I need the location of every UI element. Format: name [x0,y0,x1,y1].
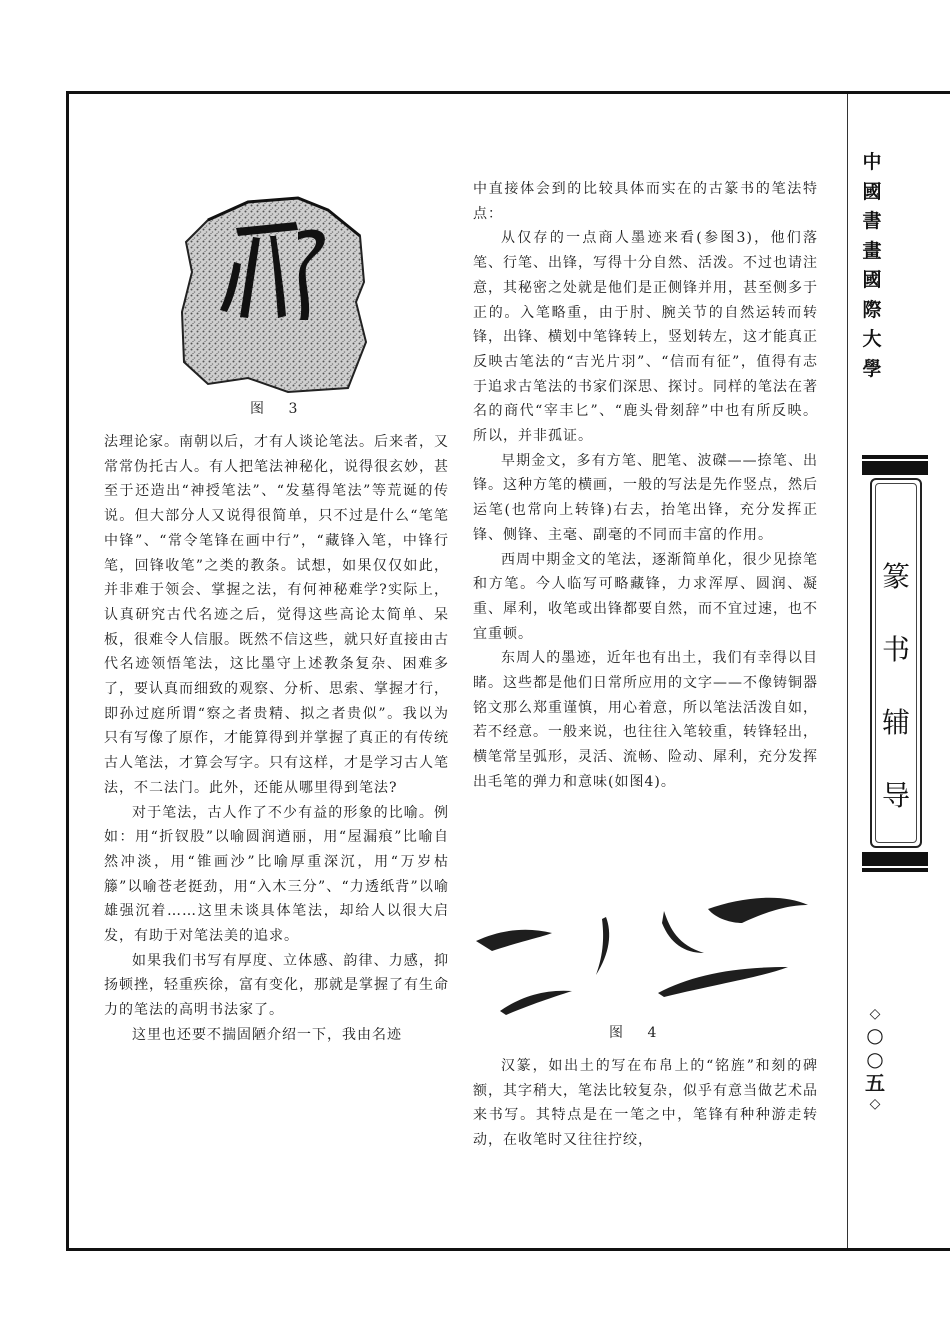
section-title-char: 书 [881,633,910,666]
page-number-digit: ○ [866,1047,884,1071]
section-tab-top-bar [862,455,928,475]
left-text-column [104,430,449,1048]
section-title-char: 篆 [881,560,910,593]
series-title-char: 大 [862,328,882,350]
paragraph: 东周人的墨迹，近年也有出土，我们有幸得以目睹。这些都是他们日常所应用的文字——不像铸铜器铭文那么郑重谨慎，用心着意，所以笔法活泼自如，若不经意。一般来说，也往往入笔较重，转锋轻出，横笔常呈弧形，灵活、流畅、险动、犀利，充分发挥出毛笔的弹力和意味(如图4)。 [473,650,818,790]
series-title-char: 國 [862,180,882,203]
series-title [855,148,889,384]
series-title-char: 際 [862,298,882,321]
figure-4-caption: 图 4 [609,1025,667,1041]
diamond-icon: ◇ [869,1096,881,1112]
paragraph: 法理论家。南朝以后，才有人谈论笔法。后来者，又常常伪托古人。有人把笔法神秘化，说得很玄妙，甚至于还造出“神授笔法”、“发墓得笔法”等荒诞的传说。但大部分人又说得很简单，只不过是什么“笔笔中锋”、“常令笔锋在画中行”，“藏锋入笔，中锋行笔，回锋收笔”之类的教条。试想，如果仅仅如此，并非难于领会、掌握之法，有何神秘难学?实际上，认真研究古代名迹之后，觉得这些高论太简单、呆板，很难令人信服。既然不信这些，就只好直接由古代名迹领悟笔法，这比墨守上述教条复杂、困难多了，要认真而细致的观察、分析、思索、掌握才行，即孙过庭所谓“察之者贵精、拟之者贵似”。我以为只有写像了原作，才能算得到并掌握了真正的有传统古人笔法，才算会写字。只有这样，才是学习古人笔法，不二法门。此外，还能从哪里得到笔法? [104,434,449,796]
section-title [870,540,922,832]
series-title-char: 畫 [862,239,882,262]
diamond-icon: ◇ [869,1006,881,1022]
page-number-digit: ○ [866,1023,884,1047]
right-text-column [473,177,818,795]
paragraph: 中直接体会到的比较具体而实在的古篆书的笔法特点： [473,181,818,222]
paragraph: 这里也还要不揣固陋介绍一下，我由名迹 [132,1026,402,1043]
figure-3-caption: 图 3 [250,401,308,417]
paragraph: 从仅存的一点商人墨迹来看(参图3)，他们落笔、行笔、出锋，写得十分自然、活泼。不过也请注意，其秘密之处就是他们是正侧锋并用，甚至侧多于正的。入笔略重，由于肘、腕关节的自然运转而转锋，出锋、横划中笔锋转上，竖划转左，这才能真正反映古笔法的“吉光片羽”、“信而有征”，值得有志于追求古笔法的书家们深思、探讨。同样的笔法在著名的商代“宰丰匕”、“鹿头骨刻辞”中也有所反映。所以，并非孤证。 [473,230,818,445]
right-text-column-continued [473,1054,818,1153]
page-number-digit: 五 [865,1071,885,1095]
section-title-char: 辅 [881,706,910,739]
series-title-char: 國 [862,269,882,291]
series-title-char: 學 [862,357,882,380]
series-title-char: 書 [862,210,882,232]
paragraph: 早期金文，多有方笔、肥笔、波磔——捺笔、出锋。这种方笔的横画，一般的写法是先作竖点，然后运笔(也常向上转锋)右去，抬笔出锋，充分发挥正锋、侧锋、主毫、副毫的不同而丰富的作用。 [473,452,818,543]
series-title-char: 中 [862,151,882,173]
section-title-char: 导 [881,779,910,812]
sidebar-divider [847,94,848,1248]
page-number [855,1005,895,1113]
paragraph: 汉篆，如出土的写在布帛上的“铭旌”和刻的碑额，其字稍大，笔法比较复杂，似乎有意当做艺术品来书写。其特点是在一笔之中，笔锋有种种游走转动，在收笔时又往往拧绞， [473,1058,818,1149]
figure-4-image [472,893,822,1018]
section-tab-bottom-bar [862,852,928,872]
paragraph: 西周中期金文的笔法，逐渐简单化，很少见捺笔和方笔。今人临写可略藏锋，力求浑厚、圆润、凝重、犀利，收笔或出锋都要自然，而不宜过速，也不宜重顿。 [473,551,818,642]
paragraph: 如果我们书写有厚度、立体感、韵律、力感，抑扬顿挫，轻重疾徐，富有变化，那就是掌握了有生命力的笔法的高明书法家了。 [104,952,449,1019]
figure-3-image [178,192,368,395]
paragraph: 对于笔法，古人作了不少有益的形象的比喻。例如：用“折钗股”以喻圆润遒丽，用“屋漏痕”比喻自然冲淡，用“锥画沙”比喻厚重深沉，用“万岁枯籐”以喻苍老挺劲，用“入木三分”、“力透纸背”以喻雄强沉着……这里未谈具体笔法，却给人以很大启发，有助于对笔法美的追求。 [104,804,449,945]
